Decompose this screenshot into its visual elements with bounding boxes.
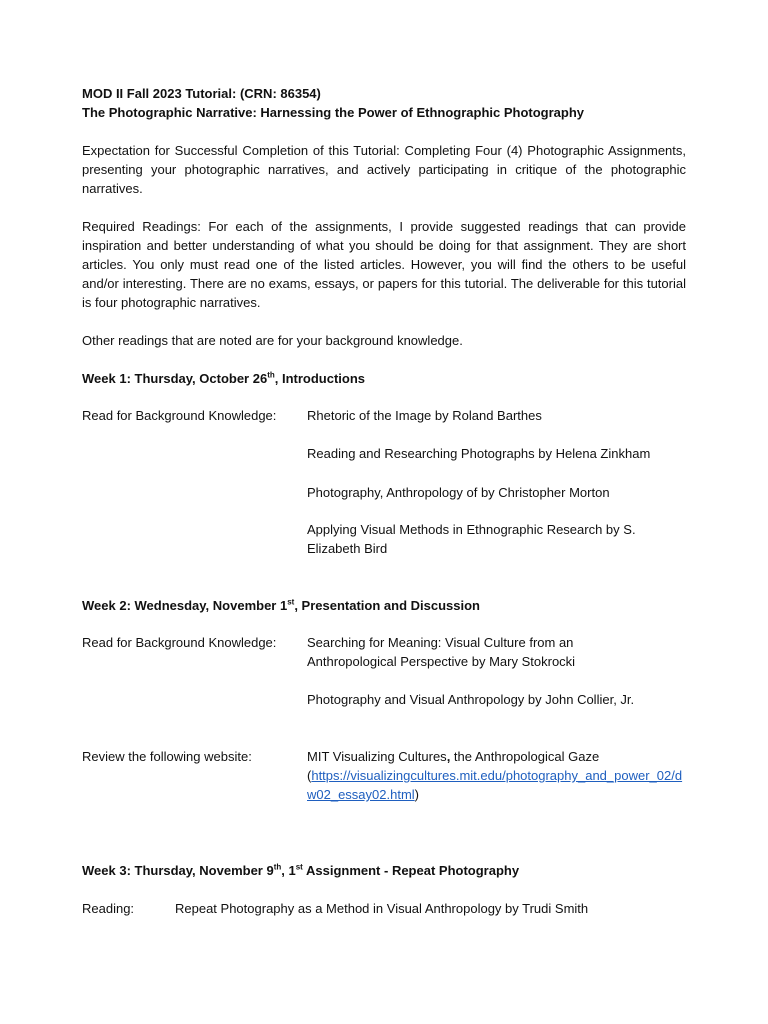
course-subtitle: The Photographic Narrative: Harnessing the Power of Ethnographic Photography xyxy=(82,105,585,120)
week2-reading-1: Searching for Meaning: Visual Culture from an Anthropological Perspective by Mary Stokrocki xyxy=(307,635,576,669)
website-title-part-b: the Anthropological Gaze xyxy=(450,749,600,764)
course-title: MOD II Fall 2023 Tutorial: (CRN: 86354) xyxy=(82,86,321,101)
required-readings-paragraph: Required Readings: For each of the assignments, I provide suggested readings that can provide inspiration and better understanding of what you should be doing for that assignment. They are short articles. You only must read one of the listed articles. However, you will find the others to be useful and/or interesting. There are no exams, essays, or papers for this tutorial. The deliverable for this tutorial is four photographic narratives. xyxy=(82,219,686,310)
week2-website-url-line xyxy=(307,766,687,804)
week2-website-title xyxy=(307,747,687,766)
week3-heading-date: Week 3: Thursday, November 9 xyxy=(82,863,274,878)
week1-heading-ordinal: th xyxy=(267,370,275,380)
week3-heading-ordinal-2: st xyxy=(295,862,303,872)
week1-reading-1: Rhetoric of the Image by Roland Barthes xyxy=(307,408,542,423)
website-url-link[interactable]: https://visualizingcultures.mit.edu/photography_and_power_02/dw02_essay02.html xyxy=(307,768,683,802)
week3-heading-topic: Assignment - Repeat Photography xyxy=(302,863,520,878)
other-readings-note: Other readings that are noted are for your background knowledge. xyxy=(82,333,463,348)
week1-reading-label: Read for Background Knowledge: xyxy=(82,408,277,423)
week1-reading-3: Photography, Anthropology of by Christopher Morton xyxy=(307,485,610,500)
website-url-open-paren: ( xyxy=(307,768,312,783)
expectation-paragraph: Expectation for Successful Completion of this Tutorial: Completing Four (4) Photographic Assignments, presenting your photographic narratives, and actively participating in critique of the photographic narratives. xyxy=(82,143,686,196)
week1-reading-4: Applying Visual Methods in Ethnographic Research by S. Elizabeth Bird xyxy=(307,522,636,556)
week2-heading-topic: , Presentation and Discussion xyxy=(294,598,480,613)
week2-reading-label: Read for Background Knowledge: xyxy=(82,635,277,650)
week1-heading-topic: , Introductions xyxy=(274,371,366,386)
week2-website-label: Review the following website: xyxy=(82,749,252,764)
week2-heading xyxy=(82,596,480,615)
week2-reading-2: Photography and Visual Anthropology by John Collier, Jr. xyxy=(307,692,635,707)
website-title-part-a: MIT Visualizing Cultures xyxy=(307,749,447,764)
week2-heading-date: Week 2: Wednesday, November 1 xyxy=(82,598,288,613)
week1-heading-date: Week 1: Thursday, October 26 xyxy=(82,371,268,386)
week3-reading-1: Repeat Photography as a Method in Visual Anthropology by Trudi Smith xyxy=(175,901,589,916)
week3-reading-label: Reading: xyxy=(82,901,135,916)
week1-reading-2: Reading and Researching Photographs by Helena Zinkham xyxy=(307,446,651,461)
week1-heading xyxy=(82,369,365,388)
website-url-close-paren: ) xyxy=(414,787,420,802)
week3-heading-ordinal-1: th xyxy=(273,862,282,872)
week3-heading-assignment-number: , 1 xyxy=(281,863,296,878)
week2-heading-ordinal: st xyxy=(287,597,295,607)
week3-heading xyxy=(82,861,519,880)
website-title-separator: , xyxy=(446,749,451,764)
